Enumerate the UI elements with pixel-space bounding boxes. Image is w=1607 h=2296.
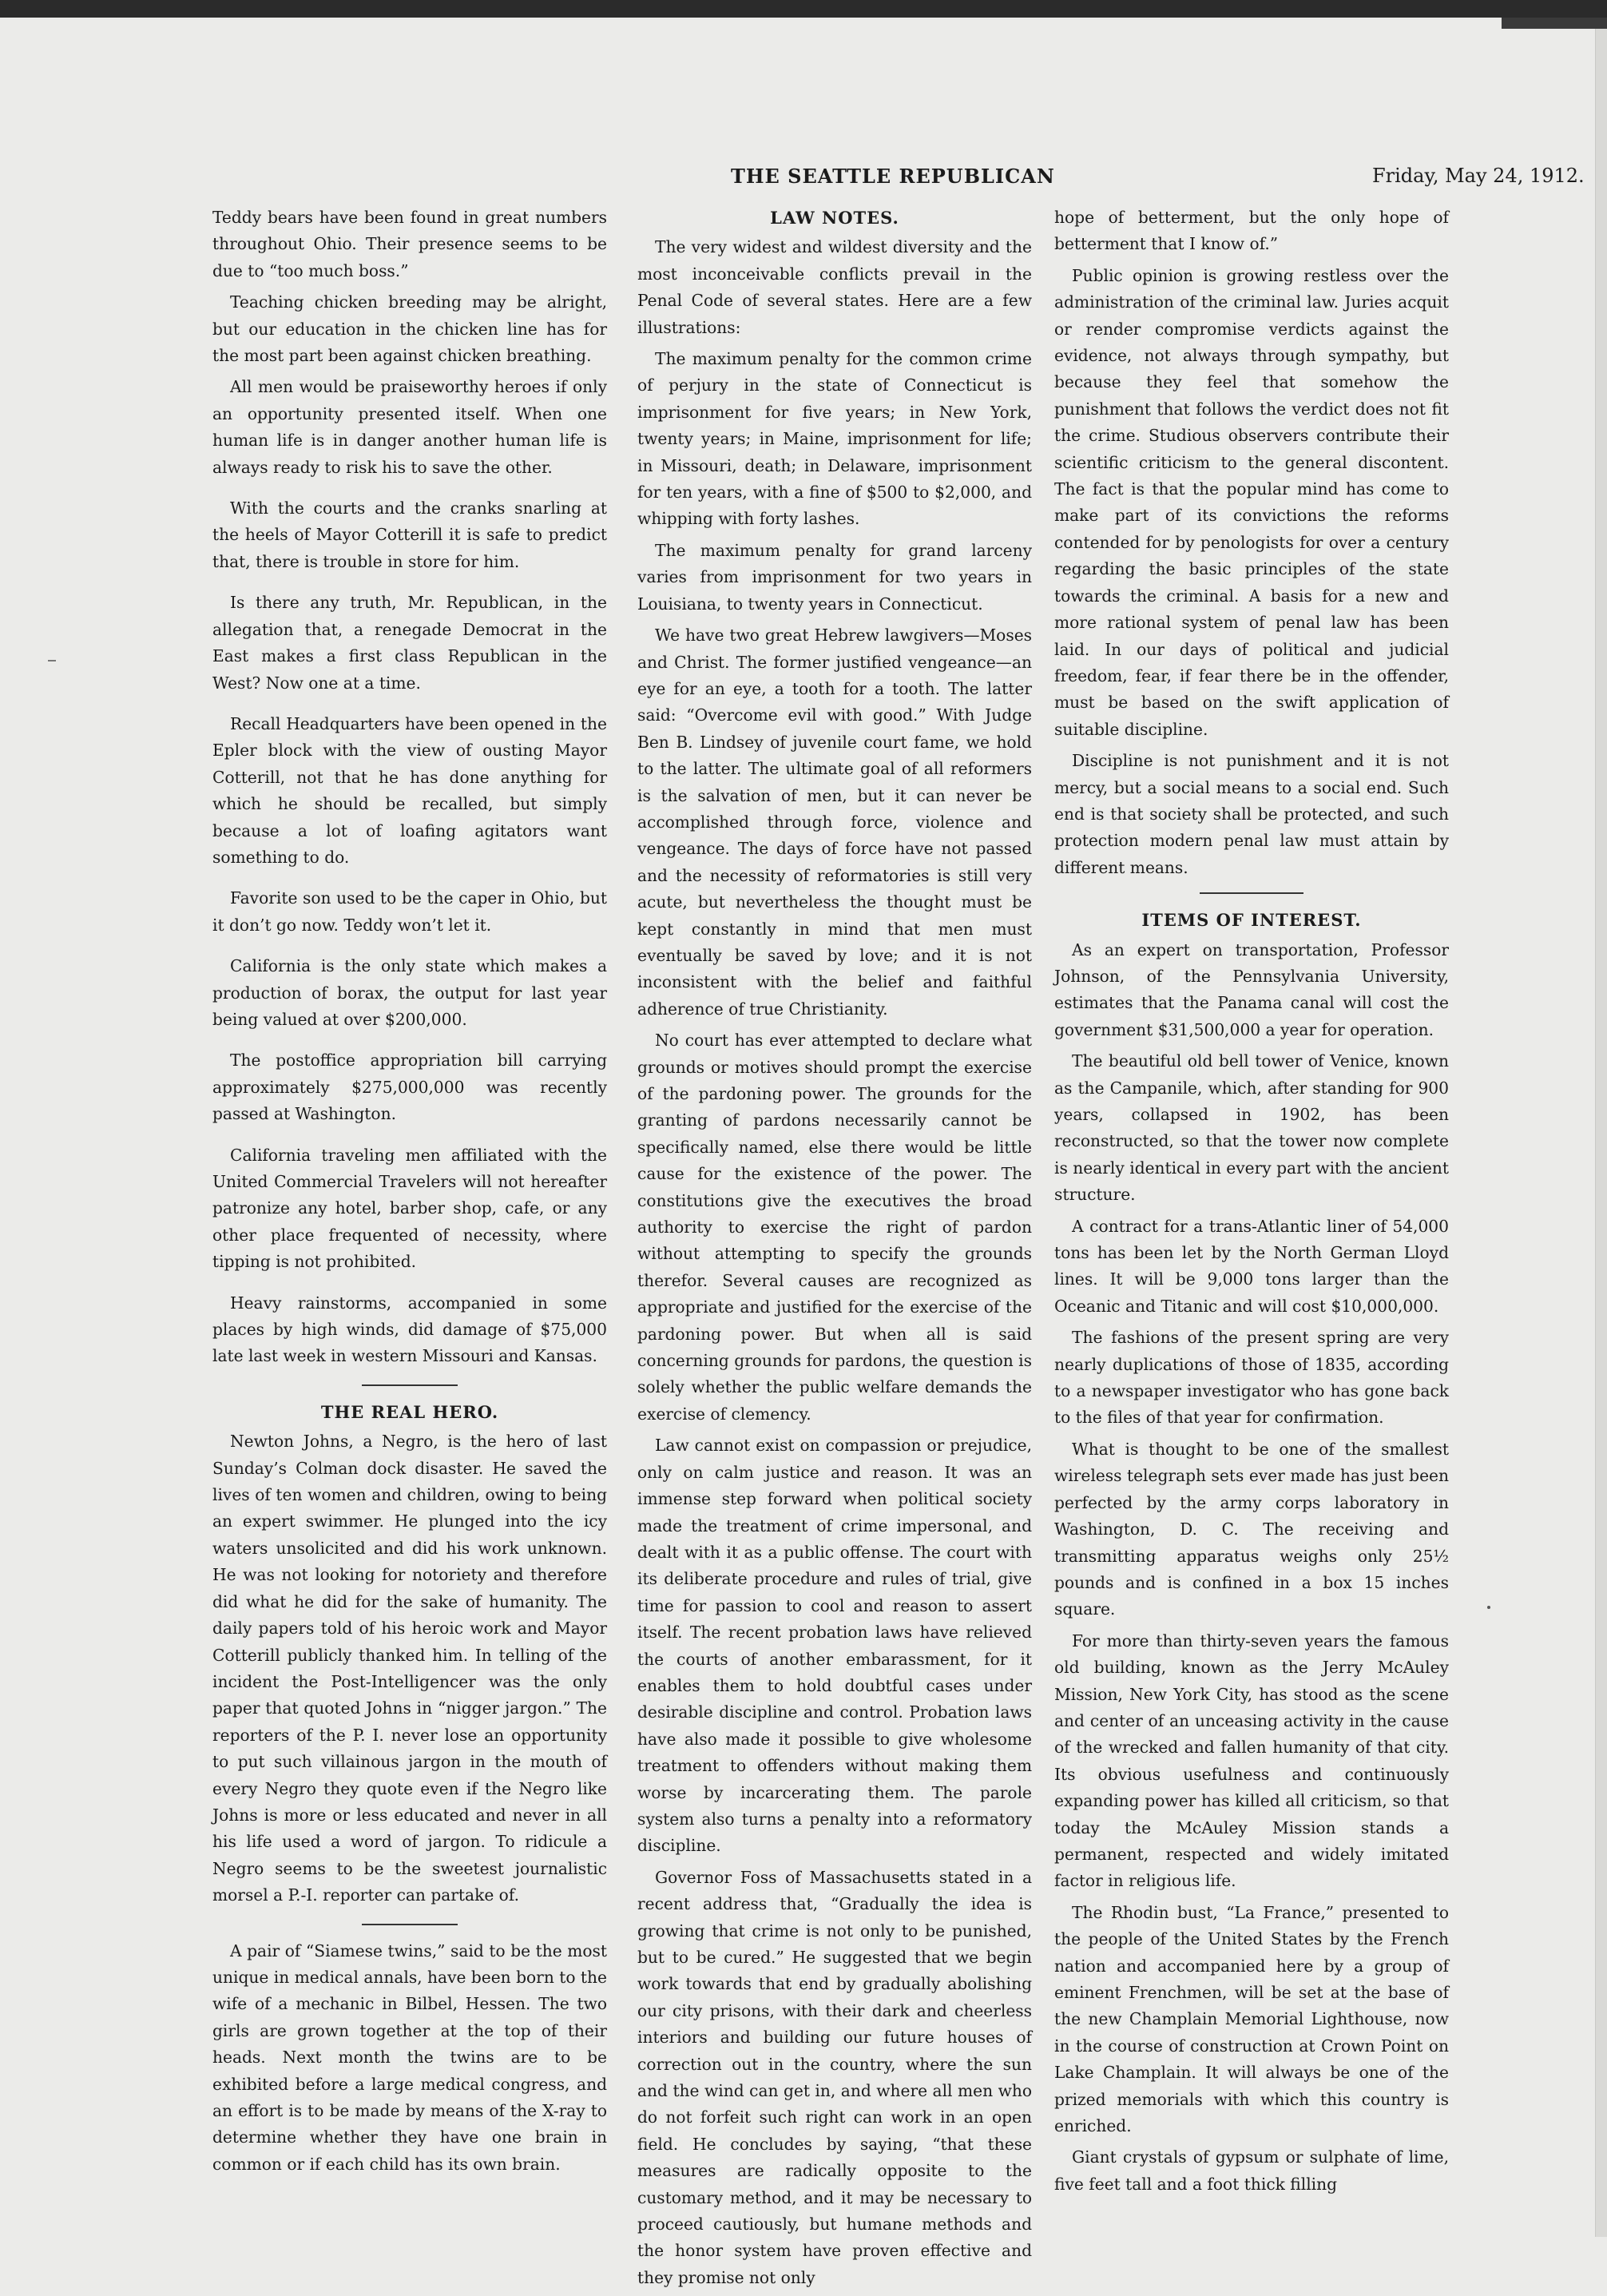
paragraph: Governor Foss of Massachusetts stated in a recent address that, “Gradually the idea is growing that crime is not only to be punished, but to be cured.” He suggested that we begin work towards that end by gradually abolishing our city prisons, with their dark and cheerless interiors and building our future houses of correction out in the country, where the sun and the wind can get in, and where all men who do not forfeit such right can work in an open field. He concludes by saying, “that these measures are radically opposite to the customary method, and it may be necessary to proceed cautiously, but humane methods and the honor system have proven effective and they promise not only (637, 1867, 1032, 2287)
scan-right-edge (1595, 29, 1607, 2237)
paragraph: The postoffice appropriation bill carrying approximately $275,000,000 was recently passed at Washington. (212, 1051, 607, 1124)
paragraph: The very widest and wildest diversity and the most inconceivable conflicts prevail in the Penal Code of several states. Here are a few illustrations: (637, 237, 1032, 337)
column-1 (212, 205, 607, 2192)
issue-date: Friday, May 24, 1912. (1372, 165, 1585, 187)
section-divider (1200, 892, 1303, 894)
paragraph: Law cannot exist on compassion or prejudice, only on calm justice and reason. It was an immense step forward when political society made the treatment of crime impersonal, and dealt with it as a public offense. The court with its deliberate procedure and rules of trial, give time for passion to cool and reason to assert itself. The recent probation laws have relieved the courts of another embarassment, for it enables them to hold doubtful cases under desirable discipline and control. Probation laws have also made it possible to give wholesome treatment to offenders without making them worse by incarcerating them. The parole system also turns a penalty into a reformatory discipline. (637, 1436, 1032, 1856)
paragraph: Recall Headquarters have been opened in the Epler block with the view of ousting Mayor Cotterill, not that he has done anything for which he should be recalled, but simply because a lot of loafing agitators want something to do. (212, 713, 607, 867)
scan-margin-mark (48, 660, 56, 661)
scan-speck (1487, 1606, 1490, 1609)
paragraph: hope of betterment, but the only hope of betterment that I know of.” (1054, 208, 1449, 254)
paragraph: Is there any truth, Mr. Republican, in the allegation that, a renegade Democrat in the East makes a first class Republican in the West? Now one at a time. (212, 593, 607, 693)
section-heading-real-hero: THE REAL HERO. (320, 1401, 499, 1422)
paragraph: What is thought to be one of the smallest wireless telegraph sets ever made has just been perfected by the army corps laboratory in Washington, D. C. The receiving and transmitting apparatus weighs only 25½ pounds and is confined in a box 15 inches square. (1054, 1439, 1449, 1619)
paragraph: The Rhodin bust, “La France,” presented to the people of the United States by the French nation and accompanied here by a group of eminent Frenchmen, will be set at the base of the new Champlain Memorial Lighthouse, now in the course of construction at Crown Point on Lake Champlain. It will always be one of the prized memorials with which this country is enriched. (1054, 1902, 1449, 2136)
scan-top-corner (1502, 18, 1607, 29)
paragraph: Heavy rainstorms, accompanied in some places by high winds, did damage of $75,000 late last week in western Missouri and Kansas. (212, 1293, 607, 1366)
paragraph: Giant crystals of gypsum or sulphate of lime, five feet tall and a foot thick filling (1054, 2147, 1449, 2194)
paragraph: The fashions of the present spring are very nearly duplications of those of 1835, according to a newspaper investigator who has gone back to the files of that year for confirmation. (1054, 1328, 1449, 1428)
paragraph: Teddy bears have been found in great numbers throughout Ohio. Their presence seems to be due to “too much boss.” (212, 208, 607, 280)
paragraph: All men would be praiseworthy heroes if only an opportunity presented itself. When one human life is in danger another human life is always ready to risk his to save the other. (212, 377, 607, 477)
paragraph: The maximum penalty for grand larceny varies from imprisonment for two years in Louisiana, to twenty years in Connecticut. (637, 540, 1032, 614)
section-divider (362, 1384, 458, 1386)
paragraph: With the courts and the cranks snarling at the heels of Mayor Cotterill it is safe to predict that, there is trouble in store for him. (212, 499, 607, 571)
paragraph: Discipline is not punishment and it is not mercy, but a social means to a social end. Such end is that society shall be protected, and such protection modern penal law must attain by different means. (1054, 751, 1449, 877)
paragraph: California traveling men affiliated with the United Commercial Travelers will not hereafter patronize any hotel, barber shop, cafe, or any other place frequented of necessity, where tipping is not prohibited. (212, 1145, 607, 1272)
paragraph: California is the only state which makes a production of borax, the output for last year being valued at over $200,000. (212, 956, 607, 1029)
paragraph: The beautiful old bell tower of Venice, known as the Campanile, which, after standing for 900 years, collapsed in 1902, has been reconstructed, so that the tower now complete is nearly identical in every part with the ancient structure. (1054, 1051, 1449, 1205)
paragraph: Public opinion is growing restless over the administration of the criminal law. Juries acquit or render compromise verdicts against the evidence, not always through sympathy, but because they feel that somehow the punishment that follows the verdict does not fit the crime. Studious observers contribute their scientific criticism to the general discontent. The fact is that the popular mind has come to make part of its convictions the reforms contended for by penologists for over a century regarding the basic principles of the state towards the criminal. A basis for a new and more rational system of penal law has been laid. In our days of political and judicial freedom, fear, if fear there be in the offender, must be based on the swift application of suitable discipline. (1054, 265, 1449, 739)
paragraph: Newton Johns, a Negro, is the hero of last Sunday’s Colman dock disaster. He saved the lives of ten women and children, owing to being an expert swimmer. He plunged into the icy waters unsolicited and did his work unknown. He was not looking for notoriety and therefore did what he did for the sake of humanity. The daily papers told of his heroic work and Mayor Cotterill publicly thanked him. In telling of the incident the Post-Intelligencer was the only paper that quoted Johns in “nigger jargon.” The reporters of the P. I. never lose an opportunity to put such villainous jargon in the mouth of every Negro they quote even if the Negro like Johns is more or less educated and never in all his life used a word of jargon. To ridicule a Negro seems to be the sweetest journalistic morsel a P.-I. reporter can partake of. (212, 1432, 607, 1905)
paragraph: The maximum penalty for the common crime of perjury in the state of Connecticut is imprisonment for five years; in New York, twenty years; in Maine, imprisonment for life; in Missouri, death; in Delaware, imprisonment for ten years, with a fine of $500 to $2,000, and whipping with forty lashes. (637, 349, 1032, 529)
section-heading-items-of-interest: ITEMS OF INTEREST. (1141, 910, 1362, 931)
paragraph: A contract for a trans-Atlantic liner of 54,000 tons has been let by the North German Lloyd lines. It will be 9,000 tons larger than the Oceanic and Titanic and will cost $10,000,000. (1054, 1216, 1449, 1316)
paragraph: We have two great Hebrew lawgivers—Moses and Christ. The former justified vengeance—an eye for an eye, a tooth for a tooth. The latter said: “Overcome evil with good.” With Judge Ben B. Lindsey of juvenile court fame, we hold to the latter. The ultimate goal of all reformers is the salvation of men, but it can never be accomplished through force, violence and vengeance. The days of force have not passed and the necessity of reformatories is still very acute, but nevertheless the thought must be kept constantly in mind that men must eventually be saved by love; and it is not inconsistent with the belief and faithful adherence of true Christianity. (637, 626, 1032, 1019)
scan-top-edge (0, 0, 1607, 18)
paragraph: As an expert on transportation, Professor Johnson, of the Pennsylvania University, estimates that the Panama canal will cost the government $31,500,000 a year for operation. (1054, 939, 1449, 1039)
paragraph: Favorite son used to be the caper in Ohio, but it don’t go now. Teddy won’t let it. (212, 888, 607, 935)
paragraph: A pair of “Siamese twins,” said to be the most unique in medical annals, have been born to the wife of a mechanic in Bilbel, Hessen. The two girls are grown together at the top of their heads. Next month the twins are to be exhibited before a large medical congress, and an effort is to be made by means of the X-ray to determine whether they have one brain in common or if each child has its own brain. (212, 1940, 607, 2174)
section-divider (362, 1924, 458, 1925)
newspaper-title: THE SEATTLE REPUBLICAN (731, 165, 1055, 188)
column-3 (1054, 205, 1449, 2203)
column-2 (637, 205, 1032, 2296)
section-heading-law-notes: LAW NOTES. (770, 208, 899, 228)
paragraph: For more than thirty-seven years the famous old building, known as the Jerry McAuley Mission, New York City, has stood as the scene and center of an unceasing activity in the cause of the wrecked and fallen humanity of that city. Its obvious usefulness and continuously expanding power has killed all criticism, so that today the McAuley Mission stands a permanent, respected and widely imitated factor in religious life. (1054, 1631, 1449, 1891)
paragraph: Teaching chicken breeding may be alright, but our education in the chicken line has for the most part been against chicken breathing. (212, 292, 607, 366)
page-header (0, 165, 1607, 197)
paragraph: No court has ever attempted to declare what grounds or motives should prompt the exercise of the pardoning power. The grounds for the granting of pardons necessarily cannot be specifically named, else there would be little cause for the existence of the power. The constitutions give the executives the broad authority to exercise the right of pardon without attempting to specify the grounds therefor. Several causes are recognized as appropriate and justified for the exercise of the pardoning power. But when all is said concerning grounds for pardons, the question is solely whether the public welfare demands the exercise of clemency. (637, 1031, 1032, 1424)
